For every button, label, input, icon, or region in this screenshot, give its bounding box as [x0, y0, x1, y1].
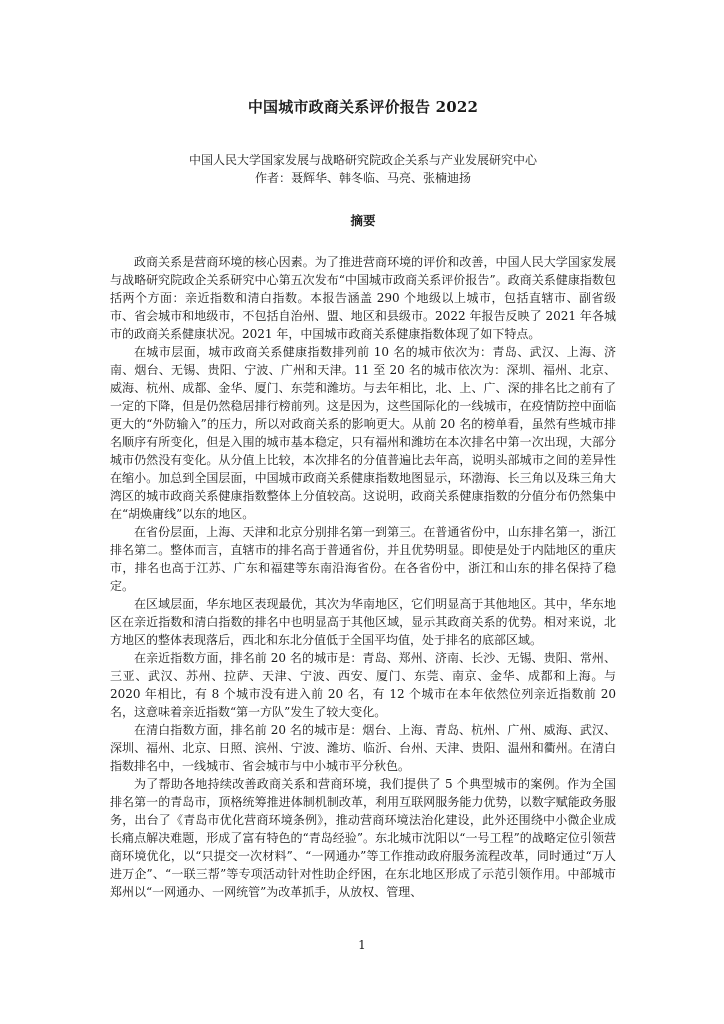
document-page [110, 96, 616, 901]
authors: 作者：聂辉华、韩冬临、马亮、张楠迪扬 [254, 171, 471, 185]
abstract-paragraph: 为了帮助各地持续改善政商关系和营商环境，我们提供了 5 个典型城市的案例。作为全国排名第一的青岛市，顶格统筹推进体制机制改革，利用互联网服务能力优势，以数字赋能政务服务，出台了《青岛市优化营商环境条例》，推动营商环境法治化建设，此外还围绕中小微企业成长痛点解决难题，形成了富有特色的“青岛经验”。东北城市沈阳以“一号工程”的战略定位引领营商环境优化，以“只提交一次材料”、“一网通办”等工作推动政府服务流程改革，同时通过“万人进万企”、“一联三帮”等专项活动针对性助企纾困，在东北地区形成了示范引领作用。中部城市郑州以“一网通办、一网统管”为改革抓手，从放权、管理、 [110, 777, 616, 899]
page-number: 1 [358, 938, 366, 952]
abstract-paragraph: 在城市层面，城市政商关系健康指数排列前 10 名的城市依次为：青岛、武汉、上海、济南、烟台、无锡、贵阳、宁波、广州和天津。11 至 20 名的城市依次为：深圳、福州、北京、威海、杭州、成都、金华、厦门、东莞和潍坊。与去年相比，北、上、广、深的排名比之前有了一定的下降，但是仍然稳居排行榜前列。这是因为，这些国际化的一线城市，在疫情防控中面临更大的“外防输入”的压力，所以对政商关系的影响更大。从前 20 名的榜单看，虽然有些城市排名顺序有所变化，但是入围的城市基本稳定，只有福州和潍坊在本次排名中第一次出现，大部分城市仍然没有变化。从分值上比较，本次排名的分值普遍比去年高，说明头部城市之间的差异性在缩小。加总到全国层面，中国城市政商关系健康指数地图显示，环渤海、长三角以及珠三角大湾区的城市政商关系健康指数整体上分值较高。这说明，政商关系健康指数的分值分布仍然集中在“胡焕庸线”以东的地区。 [110, 345, 616, 521]
abstract-body [110, 253, 616, 901]
abstract-paragraph: 在亲近指数方面，排名前 20 名的城市是：青岛、郑州、济南、长沙、无锡、贵阳、常州、三亚、武汉、苏州、拉萨、天津、宁波、西安、厦门、东莞、南京、金华、成都和上海。与 2020 年相比，有 8 个城市没有进入前 20 名，有 12 个城市在本年依然位列亲近指数前 20 名，这意味着亲近指数“第一方队”发生了较大变化。 [110, 651, 616, 719]
affiliation: 中国人民大学国家发展与战略研究院政企关系与产业发展研究中心 [188, 153, 537, 167]
abstract-paragraph: 政商关系是营商环境的核心因素。为了推进营商环境的评价和改善，中国人民大学国家发展与战略研究院政企关系研究中心第五次发布“中国城市政商关系评价报告”。政商关系健康指数包括两个方面：亲近指数和清白指数。本报告涵盖 290 个地级以上城市，包括直辖市、副省级市、省会城市和地级市，不包括自治州、盟、地区和县级市。2022 年报告反映了 2021 年各城市的政商关系健康状况。2021 年，中国城市政商关系健康指数体现了如下特点。 [110, 255, 616, 341]
document-title: 中国城市政商关系评价报告 2022 [247, 98, 479, 116]
abstract-paragraph: 在清白指数方面，排名前 20 名的城市是：烟台、上海、青岛、杭州、广州、威海、武汉、深圳、福州、北京、日照、滨州、宁波、潍坊、临沂、台州、天津、贵阳、温州和衢州。在清白指数排名中，一线城市、省会城市与中小城市平分秋色。 [110, 723, 616, 773]
abstract-heading: 摘要 [350, 213, 376, 228]
abstract-paragraph: 在区域层面，华东地区表现最优，其次为华南地区，它们明显高于其他地区。其中，华东地区在亲近指数和清白指数的排名中也明显高于其他区域，显示其政商关系的优势。相对来说，北方地区的整体表现落后，西北和东北分值低于全国平均值，处于排名的底部区域。 [110, 597, 616, 647]
abstract-paragraph: 在省份层面，上海、天津和北京分别排名第一到第三。在普通省份中，山东排名第一，浙江排名第二。整体而言，直辖市的排名高于普通省份，并且优势明显。即使是处于内陆地区的重庆市，排名也高于江苏、广东和福建等东南沿海省份。在各省份中，浙江和山东的排名保持了稳定。 [110, 525, 616, 593]
